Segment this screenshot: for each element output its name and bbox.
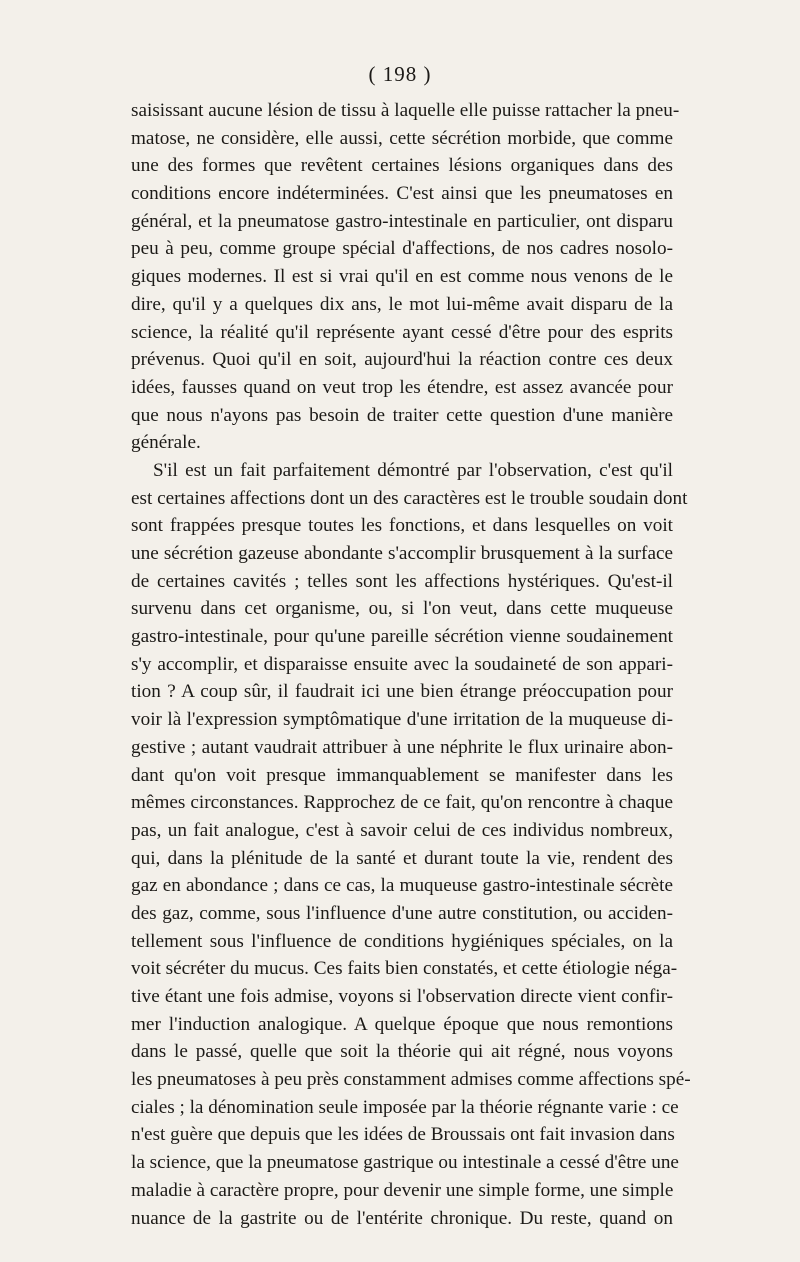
text-line: gastro-intestinale, pour qu'une pareille sécrétion vienne soudainement: [131, 626, 673, 648]
text-line: dans le passé, quelle que soit la théorie qui ait régné, nous voyons: [131, 1041, 673, 1063]
text-line: pas, un fait analogue, c'est à savoir celui de ces individus nombreux,: [131, 819, 673, 841]
text-line: matose, ne considère, elle aussi, cette sécrétion morbide, que comme: [131, 127, 673, 149]
text-line: survenu dans cet organisme, ou, si l'on veut, dans cette muqueuse: [131, 598, 673, 620]
text-line: tellement sous l'influence de conditions hygiéniques spéciales, on la: [131, 930, 673, 952]
text-line: tion ? A coup sûr, il faudrait ici une bien étrange préoccupation pour: [131, 681, 673, 703]
text-line: que nous n'ayons pas besoin de traiter cette question d'une manière: [131, 404, 673, 426]
text-line: peu à peu, comme groupe spécial d'affections, de nos cadres nosolo-: [131, 238, 673, 260]
text-line: dant qu'on voit presque immanquablement se manifester dans les: [131, 764, 673, 786]
text-line: saisissant aucune lésion de tissu à laquelle elle puisse rattacher la pneu-: [131, 100, 680, 121]
text-line: maladie à caractère propre, pour devenir une simple forme, une simple: [131, 1179, 674, 1201]
text-line: qui, dans la plénitude de la santé et durant toute la vie, rendent des: [131, 847, 673, 869]
text-line: ciales ; la dénomination seule imposée par la théorie régnante varie : ce: [131, 1096, 679, 1118]
text-line: une des formes que revêtent certaines lésions organiques dans des: [131, 155, 673, 177]
text-line: science, la réalité qu'il représente ayant cessé d'être pour des esprits: [131, 321, 673, 343]
text-line: mer l'induction analogique. A quelque époque que nous remontions: [131, 1013, 673, 1035]
text-line: des gaz, comme, sous l'influence d'une autre constitution, ou acciden-: [131, 902, 673, 924]
text-line: giques modernes. Il est si vrai qu'il en est comme nous venons de le: [131, 266, 673, 288]
text-line: gestive ; autant vaudrait attribuer à une néphrite le flux urinaire abon-: [131, 736, 673, 758]
text-line: général, et la pneumatose gastro-intestinale en particulier, ont disparu: [131, 210, 673, 232]
page-number: ( 198 ): [368, 62, 432, 86]
text-line: idées, fausses quand on veut trop les étendre, est assez avancée pour: [131, 376, 673, 398]
text-line: prévenus. Quoi qu'il en soit, aujourd'hui la réaction contre ces deux: [131, 349, 673, 371]
text-line: dire, qu'il y a quelques dix ans, le mot lui-même avait disparu de la: [131, 293, 673, 315]
text-line: nuance de la gastrite ou de l'entérite chronique. Du reste, quand on: [131, 1207, 673, 1229]
text-line: s'y accomplir, et disparaisse ensuite avec la soudaineté de son appari-: [131, 653, 673, 675]
text-line: la science, que la pneumatose gastrique ou intestinale a cessé d'être une: [131, 1152, 679, 1174]
text-line: voit sécréter du mucus. Ces faits bien constatés, et cette étiologie néga-: [131, 958, 678, 980]
paragraph-end-line: générale.: [131, 432, 201, 454]
text-line: voir là l'expression symptômatique d'une irritation de la muqueuse di-: [131, 709, 673, 731]
body-text: [131, 97, 691, 1232]
text-line: tive étant une fois admise, voyons si l'observation directe vient confir-: [131, 986, 673, 1007]
text-line: gaz en abondance ; dans ce cas, la muqueuse gastro-intestinale sécrète: [131, 875, 673, 897]
text-line: est certaines affections dont un des caractères est le trouble soudain dont: [131, 487, 688, 509]
text-line: n'est guère que depuis que les idées de Broussais ont fait invasion dans: [131, 1124, 675, 1146]
text-line: les pneumatoses à peu près constamment admises comme affections spé-: [131, 1069, 691, 1091]
text-line: conditions encore indéterminées. C'est ainsi que les pneumatoses en: [131, 183, 673, 205]
paragraph-start-line: S'il est un fait parfaitement démontré par l'observation, c'est qu'il: [153, 459, 673, 481]
text-line: une sécrétion gazeuse abondante s'accomplir brusquement à la surface: [131, 543, 673, 564]
text-line: mêmes circonstances. Rapprochez de ce fait, qu'on rencontre à chaque: [131, 792, 673, 814]
text-line: de certaines cavités ; telles sont les affections hystériques. Qu'est-il: [131, 570, 673, 592]
text-line: sont frappées presque toutes les fonctions, et dans lesquelles on voit: [131, 515, 673, 537]
